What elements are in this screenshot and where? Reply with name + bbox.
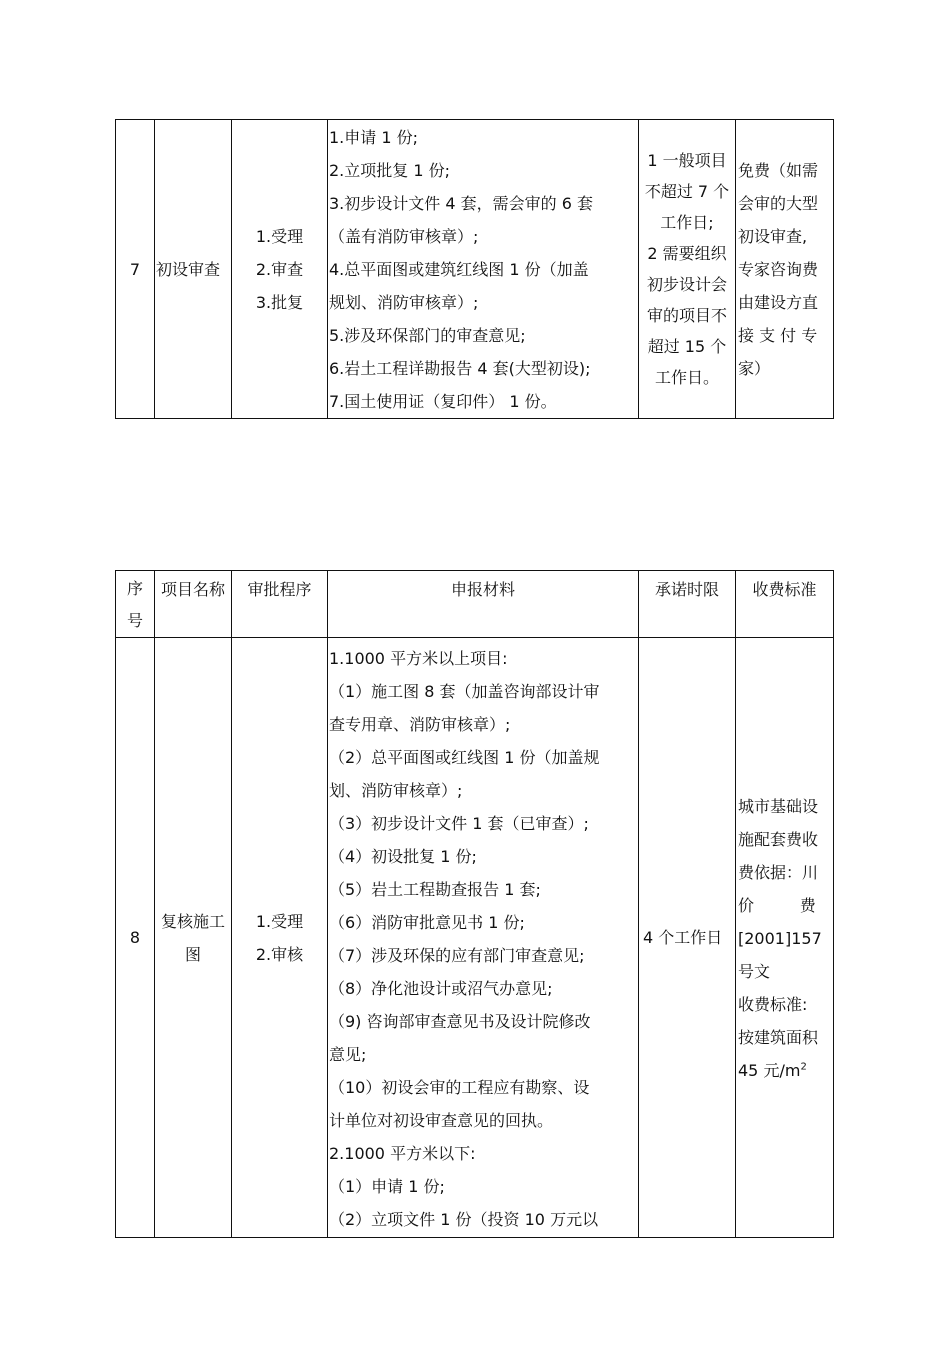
time-limit-cell: 4 个工作日	[639, 638, 736, 1238]
material-line: 6.岩土工程详勘报告 4 套(大型初设);	[329, 358, 591, 378]
material-line: （4）初设批复 1 份;	[329, 847, 477, 866]
material-line: 规划、消防审核章）;	[329, 292, 479, 312]
procedure-step: 2.审查	[255, 259, 304, 279]
header-procedure: 审批程序	[232, 571, 328, 638]
time-line: 2 需要组织	[647, 244, 727, 263]
material-line: 2.立项批复 1 份;	[329, 160, 451, 180]
fee-rate-superscript: 2	[800, 1061, 807, 1073]
materials-cell	[328, 120, 639, 419]
material-line: （6）消防审批意见书 1 份;	[329, 913, 525, 932]
material-line: （8）净化池设计或沼气办意见;	[329, 979, 553, 998]
material-line: 5.涉及环保部门的审查意见;	[329, 325, 526, 345]
material-line: 7.国土使用证（复印件） 1 份。	[329, 391, 557, 411]
material-line: （5）岩土工程勘查报告 1 套;	[329, 880, 541, 899]
fee-line: [2001]157	[738, 929, 822, 948]
fee-line: 家）	[738, 358, 771, 378]
header-seq: 序号	[116, 571, 155, 638]
fee-line: 初设审查,	[738, 226, 808, 246]
time-line: 工作日;	[660, 213, 714, 232]
procedure-step: 2.审核	[255, 944, 304, 964]
fee-line: 号文	[738, 962, 771, 981]
fee-line: 按建筑面积	[738, 1028, 819, 1047]
material-line: （1）施工图 8 套（加盖咨询部设计审	[329, 682, 600, 701]
procedure-step: 1.受理	[255, 226, 304, 246]
material-line: （3）初步设计文件 1 套（已审查）;	[329, 814, 589, 833]
fee-line: 费依据：川	[738, 863, 819, 882]
fee-line: 施配套费收	[738, 830, 819, 849]
fee-line: 会审的大型	[738, 193, 819, 213]
seq-cell: 7	[116, 120, 155, 419]
project-name-cell: 初设审查	[155, 120, 232, 419]
fee-cell	[736, 638, 834, 1238]
time-line: 审的项目不	[646, 306, 727, 325]
material-line: （2）立项文件 1 份（投资 10 万元以	[329, 1210, 599, 1229]
fee-line: 接 支 付 专	[738, 325, 818, 345]
project-name-cell: 复核施工图	[155, 638, 232, 1238]
procedure-cell	[232, 638, 328, 1238]
material-line: 意见;	[329, 1045, 367, 1064]
procedure-step: 3.批复	[255, 292, 304, 312]
material-line: 2.1000 平方米以下:	[329, 1144, 476, 1163]
header-materials: 申报材料	[328, 571, 639, 638]
time-line: 不超过 7 个	[644, 182, 730, 201]
header-time-limit: 承诺时限	[639, 571, 736, 638]
fee-line: 收费标准:	[738, 995, 808, 1014]
table-row7	[115, 119, 834, 419]
fee-rate-text: 45 元/m	[738, 1061, 801, 1080]
material-line: 4.总平面图或建筑红线图 1 份（加盖	[329, 259, 589, 279]
material-line: 计单位对初设审查意见的回执。	[329, 1111, 554, 1130]
material-line: （盖有消防审核章）;	[329, 226, 479, 246]
material-line: 查专用章、消防审核章）;	[329, 715, 511, 734]
procedure-cell	[232, 120, 328, 419]
time-line: 超过 15 个	[647, 337, 727, 356]
material-line: （10）初设会审的工程应有勘察、设	[329, 1078, 590, 1097]
material-line: 1.申请 1 份;	[329, 127, 419, 147]
material-line: 划、消防审核章）;	[329, 781, 463, 800]
material-line: （1）申请 1 份;	[329, 1177, 445, 1196]
materials-cell	[328, 638, 639, 1238]
time-limit-cell	[639, 120, 736, 419]
table-row8	[115, 570, 834, 1238]
material-line: 3.初步设计文件 4 套，需会审的 6 套	[329, 193, 593, 213]
fee-line: 由建设方直	[738, 292, 819, 312]
fee-line: 价 费	[738, 896, 816, 915]
material-line: 1.1000 平方米以上项目:	[329, 649, 508, 668]
time-line: 初步设计会	[646, 275, 727, 294]
time-line: 工作日。	[654, 368, 719, 387]
fee-cell	[736, 120, 834, 419]
header-name: 项目名称	[155, 571, 232, 638]
material-line: （7）涉及环保的应有部门审查意见;	[329, 946, 585, 965]
fee-line: 城市基础设	[738, 797, 819, 816]
fee-line: 免费（如需	[738, 160, 819, 180]
time-line: 1 一般项目	[647, 151, 727, 170]
procedure-step: 1.受理	[255, 911, 304, 931]
material-line: （9) 咨询部审查意见书及设计院修改	[329, 1012, 591, 1031]
fee-line-area-rate	[736, 1054, 833, 1087]
seq-cell: 8	[116, 638, 155, 1238]
fee-line: 专家咨询费	[738, 259, 819, 279]
header-fee: 收费标准	[736, 571, 834, 638]
material-line: （2）总平面图或红线图 1 份（加盖规	[329, 748, 600, 767]
